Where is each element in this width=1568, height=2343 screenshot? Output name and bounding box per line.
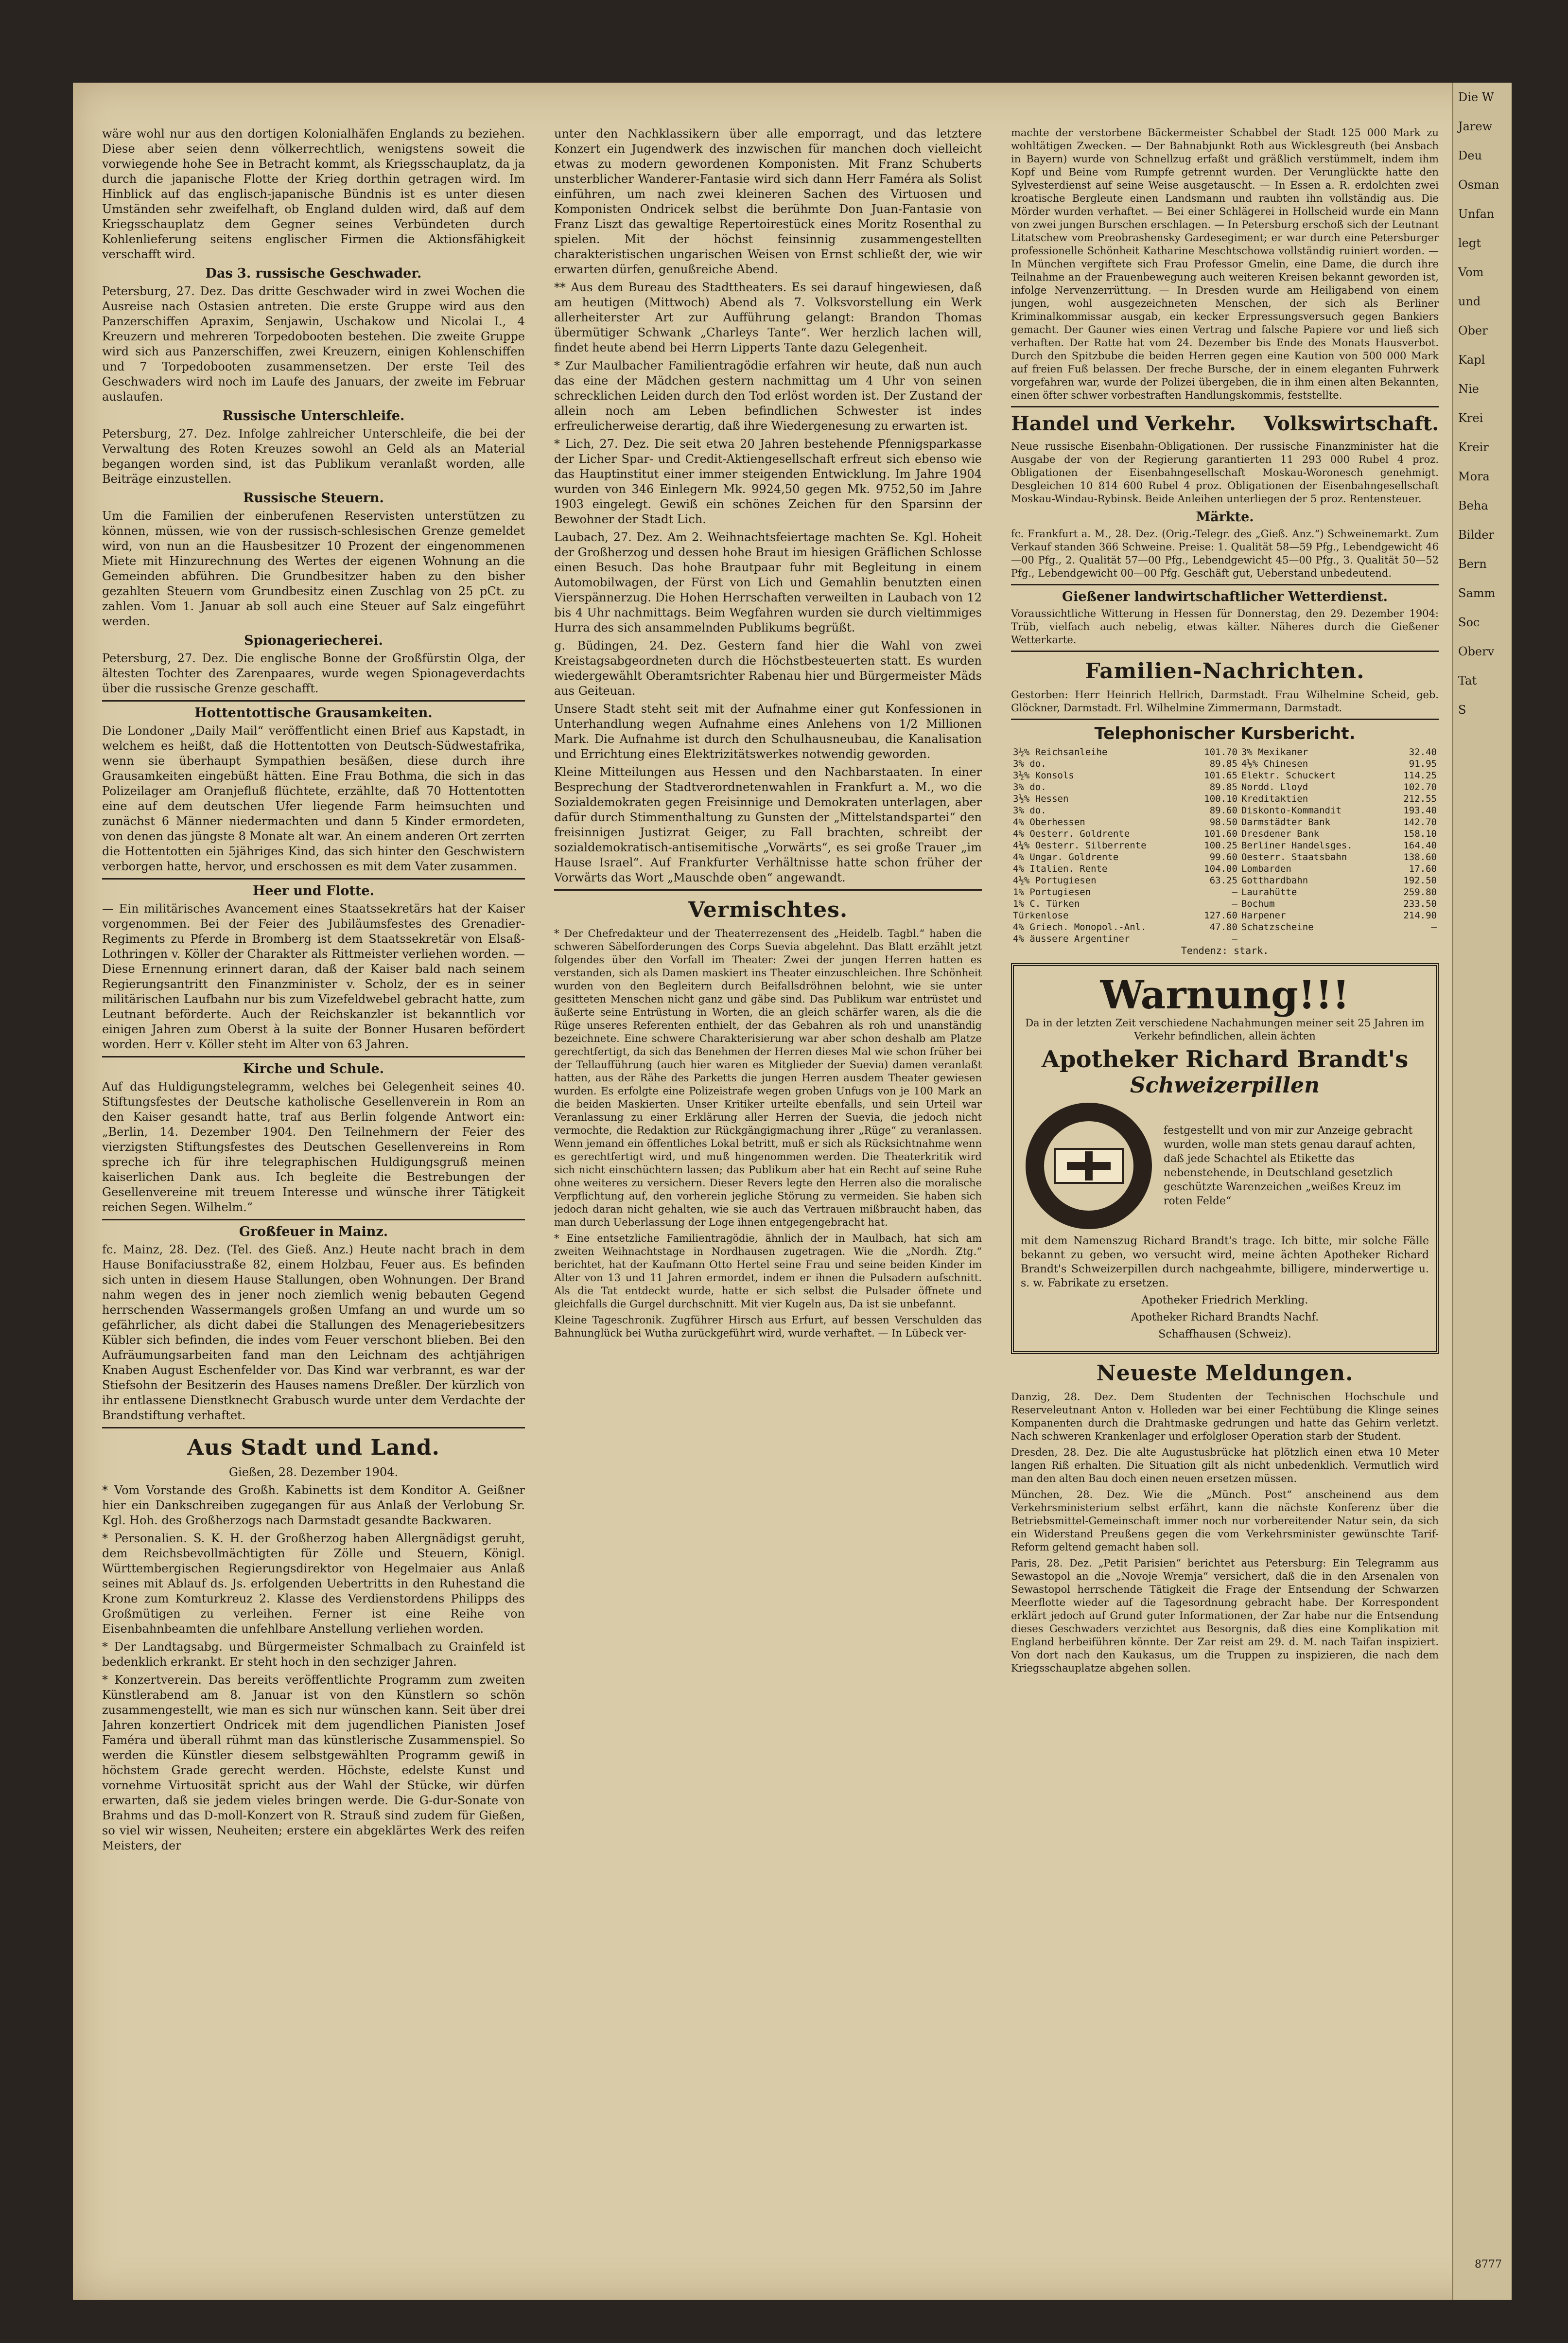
article-text: * Lich, 27. Dez. Die seit etwa 20 Jahren bestehende Pfennigsparkasse der Licher Spar- und Credit-Aktiengesellschaft erfreut sich ebenso wie das Hauptinstitut einer immer steigenden Entwicklung. Im Jahre 1904 wurden von 346 Einlegern Mk. 9924,50 gegen Mk. 9752,50 im Jahre 1903 eingelegt. Gewiß ein schönes Zeichen für den Sparsinn der Bewohner der Stadt Lich. — [554, 437, 982, 526]
edge-fragment: Mora — [1458, 470, 1490, 483]
article-text: machte der verstorbene Bäckermeister Schabbel der Stadt 125 000 Mark zu wohltätigen Zwecken. — Der Bahnabjunkt Roth aus Wicklesgreuth (bei Ansbach in Bayern) wurde von Schnellzug erfaßt und gräßlich verstümmelt, indem ihm Kopf und Beine vom Rumpfe getrennt wurden. Der Verunglückte hatte den Sylvesterdienst auf seine Weise ausgetauscht. — In Essen a. R. erdolchten zwei kroatische Bergleute einen Landsmann und raubten ihn vollständig aus. Die Mörder wurden verhaftet. — Bei einer Schlägerei in Hollscheid wurde ein Mann von zwei jungen Burschen erschlagen. — In Petersburg erschoß sich der Leutnant Litatschew vom Preobrashensky Gardesegiment; er war durch eine Petersburger professionelle Schönheit Katharine Meschtschowa vollständig ruiniert worden. — In München vergiftete sich Frau Professor Gmelin, eine Dame, die durch ihre Teilnahme an der Frauenbewegung auch weiteren Kreisen bekannt geworden ist, infolge Nervenzerrüttung. — In Dresden wurde am Heiligabend von einem jungen, wohl ausgezeichneten Menschen, der sich als Berliner Kriminalkommissar ausgab, ein kecker Erpressungsversuch gegen Bankiers gemacht. Der Gauner wies einen Vertrag und falsche Papiere vor und ließ sich verhaften. Der Ratte hat vom 24. Dezember bis Ende des Monats Hausverbot. Durch den Spitzbube die beiden Herren gegen eine Kaution von 500 000 Mark auf freien Fuß belassen. Der freche Bursche, der in einem eleganten Fuhrwerk vorgefahren war, wurde der Polizei übergeben, die in ihm einen alten Bekannten, einen öfter schwer vorbestraften Handlungskommis, feststellte. — [1011, 127, 1439, 401]
section-heading: Volkswirtschaft. — [1263, 412, 1439, 435]
ad-product: Schweizerpillen — [1130, 1073, 1320, 1098]
article-text: Petersburg, 27. Dez. Infolge zahlreicher Unterschleife, die bei der Verwaltung des Roten Kreuzes sowohl an Geld als an Material begangen worden sind, ist das Publikum veranlaßt worden, alle Beiträge einzustellen. — [102, 427, 525, 486]
article-heading: Spionageriecherei. — [244, 633, 383, 648]
stock-value — [1390, 933, 1439, 945]
article-text: München, 28. Dez. Wie die „Münch. Post“ anscheinend aus dem Verkehrsministerium selbst erfährt, kann die nächste Konferenz über die Betriebsmittel-Gemeinschaft immer noch nur vorbereitender Natur sein, da sich ein Widerstand Preußens gegen die vom Verkehrsminister gewünschte Tarif-Reform geltend gemacht haben soll. — [1011, 1489, 1439, 1553]
stock-value: 100.25 — [1204, 840, 1237, 851]
ad-text: mit dem Namenszug Richard Brandt's trage. Ich bitte, mir solche Fälle bekannt zu geben, wo versucht wird, meine ächten Apotheker Richard Brandt's Schweizerpillen durch nachgeahmte, billigere, minderwertige u. s. w. Fabrikate zu ersetzen. — [1021, 1235, 1429, 1289]
article-text: Danzig, 28. Dez. Dem Studenten der Technischen Hochschule und Reserveleutnant Anton v. Holleden war bei einer Fechtübung die Klinge seines Kompanenten durch die Drahtmaske gedrungen und hatte das Gehirn verletzt. Nach schweren Krankenlager und erfolgloser Operation starb der Student. — [1011, 1391, 1439, 1442]
stock-value: 164.40 — [1403, 840, 1437, 851]
stock-value: 142.70 — [1403, 817, 1437, 828]
article-heading: Märkte. — [1196, 510, 1254, 525]
stock-value: 193.40 — [1403, 805, 1437, 816]
section-heading: Neueste Meldungen. — [1096, 1361, 1354, 1386]
ad-body-row — [1021, 1098, 1429, 1234]
article-text: * Konzertverein. Das bereits veröffentlichte Programm zum zweiten Künstlerabend am 8. Januar ist von den Künstlern so schön zusammengestellt, wie man es sich nur wünschen kann. Seit über drei Jahren konzertiert Ondricek mit dem jugendlichen Pianisten Josef Faméra und überall rühmt man das künstlerische Zusammenspiel. So werden die Künstler diesem selbstgewählten Programm gewiß in höchstem Grade gerecht werden. Höchste, edelste Kunst und vornehme Virtuosität spricht aus der Wahl der Stücke, wir dürfen erwarten, daß sie jedem vieles bringen werde. Die G-dur-Sonate von Brahms und das D-moll-Konzert von R. Strauß sind zudem für Gießen, so viel wir wissen, Neuheiten; erstere ein abgeklärtes Werk des reifen Meisters, der — [102, 1673, 525, 1852]
section-heading-row — [1011, 412, 1439, 435]
article-text: — Ein militärisches Avancement eines Staatssekretärs hat der Kaiser vorgenommen. Bei der Feier des Jubiläumsfestes des Grenadier-Regiments zu Pferde in Bromberg ist dem Staatssekretär von Elsaß-Lothringen v. Köller der Charakter als Rittmeister verliehen worden. — Diese Ernennung erinnert daran, daß der Kaiser bald nach seinem Regierungsantritt den Finanzminister v. Scholz, der es in seiner militärischen Laufbahn nur bis zum Vizefeldwebel gebracht hatte, zum Leutnant beförderte. Auch der Reichskanzler ist bekanntlich vor einigen Jahren zum Oberst à la suite der Bonner Husaren befördert worden. Herr v. Köller steht im Alter von 63 Jahren. — [102, 902, 525, 1051]
stock-value: 214.90 — [1403, 910, 1437, 921]
stock-name: 4% Griech. Monopol.-Anl. — [1013, 922, 1147, 933]
divider — [102, 1427, 525, 1428]
stock-name: Oesterr. Staatsbahn — [1241, 852, 1347, 863]
article-text: Kleine Tageschronik. Zugführer Hirsch aus Erfurt, auf bessen Verschulden das Bahnunglück bei Wutha zurückgeführt wird, wurde verhaftet. — In Lübeck ver- — [554, 1314, 982, 1339]
edge-fragment: und — [1458, 295, 1481, 308]
stock-value: 127.60 — [1204, 910, 1237, 921]
article-text: Paris, 28. Dez. „Petit Parisien“ berichtet aus Petersburg: Ein Telegramm aus Sewastopol an die „Novoje Wremja“ versichert, daß die in den Arsenalen von Sewastopol herrschende Tätigkeit die Frage der Entsendung der Schwarzen Meerflotte wieder auf die Tagesordnung gebracht habe. Der Korrespondent erklärt jedoch auf Grund guter Informationen, der Zar habe nur die Entsendung dieses Geschwaders verzichtet aus Besorgnis, daß dies eine Komplikation mit England herbeiführen könnte. Der Zar reist am 29. d. M. nach Taifan inspiziert. Von dort nach den Kaukasus, um die Truppen zu inspizieren, die nach dem Kriegsschauplatze abgehen sollen. — [1011, 1557, 1439, 1674]
stock-value: 89.60 — [1209, 805, 1237, 816]
stock-value: — — [1232, 887, 1237, 898]
edge-fragment: Bern — [1458, 557, 1487, 571]
stock-name: 1% C. Türken — [1013, 898, 1080, 909]
article-text: Dresden, 28. Dez. Die alte Augustusbrücke hat plötzlich einen etwa 10 Meter langen Riß erhalten. Die Situation gilt als nicht unbedenklich. Vermutlich wird man den alten Bau doch einen neuen ersetzen müssen. — [1011, 1446, 1439, 1484]
stock-value: 158.10 — [1403, 828, 1437, 839]
article-heading: Russische Unterschleife. — [222, 408, 405, 423]
stock-name: Bochum — [1241, 898, 1275, 909]
stock-name: 4¼% Oesterr. Silberrente — [1013, 840, 1147, 851]
stock-name: 4% Italien. Rente — [1013, 863, 1108, 874]
stock-name: Laurahütte — [1241, 887, 1297, 898]
stock-name: Berliner Handelsges. — [1241, 840, 1353, 851]
article-text: Neue russische Eisenbahn-Obligationen. Der russische Finanzminister hat die Ausgabe der von der Regierung garantierten 11 293 000 Rubel 4 proz. Obligationen der Eisenbahngesellschaft Moskau-Woronesch genehmigt. Desgleichen 10 814 600 Rubel 4 proz. Obligationen der Eisenbahngesellschaft Moskau-Windau-Rybinsk. Beide Anleihen unterliegen der 5 proz. Rentensteuer. — [1011, 440, 1439, 505]
stock-row — [1011, 828, 1439, 840]
article-text: wäre wohl nur aus den dortigen Kolonialhäfen Englands zu beziehen. Diese aber seien denn völkerrechtlich, wenigstens soweit die vorwiegende hohe See in Betracht kommt, als Kriegsschauplatz, da ja durch die japanische Flotte der Krieg dorthin getragen wird. Im Hinblick auf das englisch-japanische Bündnis ist es unter diesen Umständen sehr zweifelhaft, ob England dulden wird, daß auf dem Kriegsschauplatz dem Gegner seines Verbündeten durch Kohlenlieferung seitens englischer Firmen die Aktionsfähigkeit verschafft wird. — [102, 127, 525, 261]
edge-fragment: Die W — [1458, 90, 1494, 104]
article-text: unter den Nachklassikern über alle emporragt, und das letztere Konzert ein Jugendwerk des inzwischen für manchen doch vielleicht etwas zu modern gewordenen Komponisten. Mit Franz Schuberts unsterblicher Wanderer-Fantasie wird sich dann Herr Faméra als Solist einführen, um nach zwei kleineren Sachen des Virtuosen und Komponisten Ondricek selbst die berühmte Don Juan-Fantasie von Franz Liszt das gewaltige Repertoirestück eines Moritz Rosenthal zu spielen. Mit der höchst feinsinnig zusammengestellten charakteristischen ungarischen Weisen von Ernst schließt der, wie wir erwarten dürfen, genußreiche Abend. — [554, 127, 982, 276]
divider — [102, 1219, 525, 1220]
stock-name: Darmstädter Bank — [1241, 817, 1330, 828]
stock-value: 89.85 — [1209, 758, 1237, 769]
stock-table — [1011, 746, 1439, 945]
stock-row — [1011, 933, 1439, 945]
divider — [554, 889, 982, 891]
edge-fragment: Bilder — [1458, 528, 1495, 542]
article-heading: Heer und Flotte. — [253, 883, 374, 898]
article-heading: Das 3. russische Geschwader. — [205, 266, 422, 281]
edge-fragment: Oberv — [1458, 645, 1495, 658]
article-text: Auf das Huldigungstelegramm, welches bei Gelegenheit seines 40. Stiftungsfestes der Deutsche katholische Gesellenverein in Rom an den Kaiser gesandt hatte, traf aus Berlin folgende Antwort ein: „Berlin, 14. Dezember 1904. Den Teilnehmern der Feier des vierzigsten Stiftungsfestes des Deutschen Gesellenvereins in Rom spreche ich für ihre telegraphischen Huldigungsgruß meinen kaiserlichen Dank aus. Ich begleite die Bestrebungen der Gesellenvereine mit treuem Interesse und wünsche ihrer Tätigkeit reichen Segen. Wilhelm.“ — [102, 1080, 525, 1214]
stock-row — [1011, 781, 1439, 793]
article-text: fc. Frankfurt a. M., 28. Dez. (Orig.-Telegr. des „Gieß. Anz.“) Schweinemarkt. Zum Verkauf standen 366 Schweine. Preise: 1. Qualität 58—59 Pfg., Lebendgewicht 46—00 Pfg., 2. Qualität 57—00 Pfg., Lebendgewicht 45—00 Pfg., 3. Qualität 50—52 Pfg., Lebendgewicht 00—00 Pfg. Geschäft gut, Ueberstand unbedeutend. — [1011, 528, 1439, 579]
stock-value: 233.50 — [1403, 898, 1437, 909]
stock-row — [1011, 851, 1439, 863]
stock-name: 3½% Konsols — [1013, 770, 1074, 781]
stock-row — [1011, 898, 1439, 910]
article-text: ** Aus dem Bureau des Stadttheaters. Es sei darauf hingewiesen, daß am heutigen (Mittwoch) Abend als 7. Volksvorstellung ein Werk allerheiterster Art zur Aufführung gelangt: Brandon Thomas übermütiger Schwank „Charleys Tante“. Wer herzlich lachen will, findet heute abend bei Herrn Lipperts Tante dazu Gelegenheit. — [554, 281, 982, 354]
article-text: Gestorben: Herr Heinrich Hellrich, Darmstadt. Frau Wilhelmine Scheid, geb. Glöckner, Darmstadt. Frl. Wilhelmine Zimmermann, Darmstadt. — [1011, 689, 1439, 714]
column-1 — [102, 126, 525, 1856]
section-heading: Familien-Nachrichten. — [1085, 659, 1365, 684]
stock-row — [1011, 816, 1439, 828]
article-text: Unsere Stadt steht seit mit der Aufnahme einer gut Konfessionen in Unterhandlung wegen Aufnahme eines Anlehens von 1/2 Millionen Mark. Die Aufnahme ist durch den Schulhausneubau, die Kanalisation und Errichtung eines Elektrizitätswerkes notwendig geworden. — [554, 702, 982, 761]
divider — [1011, 406, 1439, 407]
stock-row — [1011, 793, 1439, 805]
divider — [1011, 584, 1439, 585]
stock-name: 3% Mexikaner — [1241, 747, 1308, 758]
adjacent-page-edge — [1452, 83, 1512, 2300]
stock-name: 4% Oesterr. Goldrente — [1013, 828, 1130, 839]
article-text: Um die Familien der einberufenen Reservisten unterstützen zu können, müssen, wie von der russisch-schlesischen Grenze gemeldet wird, von nun an die Hausbesitzer 10 Prozent der eingenommenen Miete mit Hinzurechnung des Wertes der eigenen Wohnung an die Gemeinden abführen. Die Grundbesitzer haben zu den bisher gezahlten Steuern vom Grundbesitz einen Zuschlag von 25 pCt. zu zahlen. Vom 1. Januar ab soll auch eine Steuer auf Salz eingeführt werden. — [102, 509, 525, 628]
article-text: * Der Chefredakteur und der Theaterrezensent des „Heidelb. Tagbl.“ haben die schweren Säbelforderungen des Corps Suevia abgelehnt. Das Blatt erzählt jetzt folgendes über den Vorfall im Theater: Zwei der jungen Herren hatten es verstanden, sich als Damen maskiert ins Theater einzuschleichen. Ihre Schönheit wurden von den Begleitern durch Beifallsdröhnen belohnt, wie sie unter gesitteten Menschen nicht ganz und gäbe sind. Das Publikum war entrüstet und äußerte seine Entrüstung in Worten, die an gleich schärfer waren, als die die Rüge unseres Referenten enthielt, der das Gebahren als roh und unanständig bezeichnete. Eine schwere Charakterisierung war aber schon deshalb am Platze gerechtfertigt, da sich das Benehmen der Herren dieses Mal wie schon früher bei der Tellaufführung (auch hier waren es Mitglieder der Suevia) damen veranlaßt hatten, aus der Rähe des Parketts die jungen Herren ausdem Theater gewiesen wurden. Es erfolgte eine Polizeistrafe wegen groben Unfugs von je 100 Mark an die beiden Maskierten. Unser Kritiker urteilte ebenfalls, und sein Urteil war Veranlassung zu einer Erklärung aller Herren der Suevia, die jedoch nicht vermochte, die Redaktion zur Rückgängigmachung ihrer „Rüge“ zu veranlassen. Wenn jemand ein öffentliches Lokal betritt, muß er sich als Rücksichtnahme wenn es gerechtfertigt wird, und muß hingenommen werden. Die Theaterkritik wird sich nicht einschüchtern lassen; das Publikum aber hat ein Recht auf seine Ruhe ohne weiteres zu versichern. Dieser Revers legte den Herren also die moralische Verpflichtung auf, den vorherein jegliche Störung zu vermeiden. Sie haben sich jedoch daran nicht gehalten, wie sie auch das Vertrauen mißbraucht haben, das man durch Ueberlassung der Loge ihnen entgegengebracht hat. — [554, 928, 982, 1228]
edge-fragment: Osman — [1458, 178, 1499, 192]
edge-fragment: legt — [1458, 236, 1481, 250]
stock-row — [1011, 910, 1439, 921]
stock-value: — — [1431, 922, 1437, 933]
stock-row — [1011, 875, 1439, 886]
edge-fragment: Unfan — [1458, 207, 1495, 221]
stock-value: 104.00 — [1204, 863, 1237, 874]
ad-signature: Apotheker Friedrich Merkling. — [1141, 1294, 1308, 1306]
article-heading: Russische Steuern. — [243, 491, 384, 506]
stock-name: Gotthardbahn — [1241, 875, 1308, 886]
stock-name: 4% Oberhessen — [1013, 817, 1085, 828]
article-text: g. Büdingen, 24. Dez. Gestern fand hier die Wahl von zwei Kreistagsabgeordneten durch die Höchstbesteuerten statt. Es wurden wiedergewählt Oberamtsrichter Rabenau hier und Bürgermeister Mäds aus Geiteuan. — [554, 639, 982, 698]
stock-value: 192.50 — [1403, 875, 1437, 886]
stock-name: Kreditaktien — [1241, 793, 1308, 804]
article-heading: Kirche und Schule. — [243, 1061, 384, 1076]
stock-value: 100.10 — [1204, 793, 1237, 804]
page-number: 8777 — [1475, 2258, 1502, 2271]
stock-name: Nordd. Lloyd — [1241, 782, 1308, 793]
article-text: * Vom Vorstande des Großh. Kabinetts ist dem Konditor A. Geißner hier ein Dankschreiben zugegangen für aus Anlaß der Verlobung Sr. Kgl. Hoh. des Großherzogs nach Darmstadt gesandte Backwaren. — [102, 1483, 525, 1527]
stock-value: 101.60 — [1204, 828, 1237, 839]
divider — [1011, 651, 1439, 652]
divider — [102, 1056, 525, 1057]
edge-fragment: S — [1458, 703, 1466, 717]
ad-intro: Da in der letzten Zeit verschiedene Nachahmungen meiner seit 25 Jahren im Verkehr befindlichen, allein ächten — [1025, 1017, 1425, 1042]
stock-row — [1011, 758, 1439, 770]
stock-name: 4% Ungar. Goldrente — [1013, 852, 1119, 863]
stock-value: 89.85 — [1209, 782, 1237, 793]
column-3 — [1011, 126, 1439, 1678]
stock-name: 3½% Hessen — [1013, 793, 1069, 804]
stock-row — [1011, 805, 1439, 816]
stock-name: 3% do. — [1013, 805, 1046, 816]
dateline: Gießen, 28. Dezember 1904. — [228, 1465, 399, 1479]
article-heading: Hottentottische Grausamkeiten. — [194, 705, 433, 721]
stock-name: Harpener — [1241, 910, 1286, 921]
stock-name: 3% do. — [1013, 782, 1046, 793]
article-text: * Personalien. S. K. H. der Großherzog haben Allergnädigst geruht, dem Reichsbevollmächtigten für Zölle und Steuern, Königl. Württembergischen Regierungsdirektor von Hegelmaier aus Anlaß seines mit Ablauf ds. Js. erfolgenden Uebertritts in den Ruhestand die Krone zum Komturkreuz 2. Klasse des Verdienstordens Philipps des Großmütigen zu verleihen. Ferner ist eine Reihe von Eisenbahnbeamten die unfehlbare Anstellung verliehen worden. — [102, 1532, 525, 1636]
stock-row — [1011, 886, 1439, 898]
edge-fragment: Beha — [1458, 499, 1488, 512]
divider — [1011, 719, 1439, 720]
article-text: Laubach, 27. Dez. Am 2. Weihnachtsfeiertage machten Se. Kgl. Hoheit der Großherzog und dessen hohe Braut im hiesigen Gräflichen Schlosse einen Besuch. Das hohe Brautpaar fuhr mit Begleitung in einem Automobilwagen, der Fürst von Lich und Gemahlin benutzten einen Vierspännerzug. Die Hohen Herrschaften verweilten in Laubach von 12 bis 4 Uhr nachmittags. Beim Wegfahren wurden sie durch vieltimmiges Hurra des sich ansammelnden Publikums begrüßt. — [554, 530, 982, 634]
stock-value: 63.25 — [1209, 875, 1237, 886]
newspaper-page — [73, 83, 1512, 2300]
article-text: * Eine entsetzliche Familientragödie, ähnlich der in Maulbach, hat sich am zweiten Weihnachtstage in Nordhausen zugetragen. Wie die „Nordh. Ztg.“ berichtet, hat der Kaufmann Otto Hertel seine Frau und seine beiden Kinder im Alter von 13 und 11 Jahren ermordet, indem er ihnen die Pulsadern aufschnitt. Als die Tat entdeckt wurde, hatte er sich selbst die Pulsader öffnete und gleichfalls die Gurgel durchschnitt. Mit vier Kugeln aus, Da ist sie unbefannt. — [554, 1233, 982, 1310]
ad-title: Warnung!!! — [1100, 972, 1350, 1018]
article-text: Kleine Mitteilungen aus Hessen und den Nachbarstaaten. In einer Besprechung der Stadtverordnetenwahlen in Frankfurt a. M., wo die Sozialdemokraten gegen Freisinnige und Demokraten unterlagen, aber dafür durch Stimmenthaltung zu Gunsten der „Mittelstandspartei“ den freisinnigen Justizrat Geiger, zu Fall brachten, schreibt der sozialdemokratisch-antisemitische „Vorwärts“, es sei große Trauer „im Hause Israel“. Auf Frankfurter Verhältnisse hatte schon früher der Vorwärts das Wort „Mauschde oben“ angewandt. — [554, 765, 982, 884]
divider — [102, 700, 525, 702]
stock-value: 47.80 — [1209, 922, 1237, 933]
stock-value: 212.55 — [1403, 793, 1437, 804]
stock-value: 138.60 — [1403, 852, 1437, 863]
stock-name: Diskonto-Kommandit — [1241, 805, 1342, 816]
stock-name: 1% Portugiesen — [1013, 887, 1091, 898]
stock-value: 99.60 — [1209, 852, 1237, 863]
stock-value: 32.40 — [1409, 747, 1437, 758]
edge-fragment: Ober — [1458, 324, 1488, 337]
stock-row — [1011, 770, 1439, 781]
ad-signature: Apotheker Richard Brandts Nachf. — [1131, 1311, 1319, 1323]
stock-report-title: Telephonischer Kursbericht. — [1094, 724, 1356, 743]
ad-brand: Apotheker Richard Brandt's — [1041, 1046, 1409, 1073]
stock-name: Lombarden — [1241, 863, 1291, 874]
edge-fragment: Jarew — [1458, 120, 1493, 133]
article-text: Voraussichtliche Witterung in Hessen für Donnerstag, den 29. Dezember 1904: Trüb, vielfach auch nebelig, etwas kälter. Näheres durch die Gießener Wetterkarte. — [1011, 608, 1439, 646]
ad-signature: Schaffhausen (Schweiz). — [1158, 1328, 1291, 1340]
section-heading: Handel und Verkehr. — [1011, 412, 1236, 435]
edge-fragment: Kreir — [1458, 440, 1489, 454]
column-2 — [554, 126, 982, 1343]
stock-row — [1011, 863, 1439, 875]
stock-value: 102.70 — [1403, 782, 1437, 793]
edge-fragment: Samm — [1458, 586, 1496, 600]
seal-icon — [1021, 1098, 1157, 1234]
divider — [102, 878, 525, 880]
edge-fragment: Deu — [1458, 149, 1482, 162]
article-heading: Gießener landwirtschaftlicher Wetterdienst. — [1062, 589, 1388, 604]
stock-name — [1239, 933, 1390, 945]
stock-value: 101.65 — [1204, 770, 1237, 781]
stock-name: Türkenlose — [1013, 910, 1069, 921]
stock-name: 4½% Chinesen — [1241, 758, 1308, 769]
stock-row — [1011, 921, 1439, 933]
edge-fragment: Krei — [1458, 411, 1483, 425]
stock-value: 17.60 — [1409, 863, 1437, 874]
stock-name: Elektr. Schuckert — [1241, 770, 1336, 781]
article-text: Die Londoner „Daily Mail“ veröffentlicht einen Brief aus Kapstadt, in welchem es heißt, daß die Hottentotten von Deutsch-Südwestafrika, wenn sie überhaupt Sympathien besäßen, diese durch ihre Grausamkeiten eingebüßt hätten. Eine Frau Bothma, die sich in das Polizeilager am Oranjefluß flüchtete, erzählte, daß 70 Hottentotten eine auf dem deutschen Ufer liegende Farm heimsuchten und zunächst 6 Männer niedermachten und dann 5 Kinder ermordeten, von denen das jüngste 8 Monate alt war. An einem anderen Ort zerrten die Hottentotten ein 5jähriges Kind, das sich hinter den Geschwistern verborgen hatte, hervor, und erschossen es mit dem Vater zusammen. — [102, 724, 525, 873]
stock-value: 114.25 — [1403, 770, 1437, 781]
article-text: Petersburg, 27. Dez. Das dritte Geschwader wird in zwei Wochen die Ausreise nach Ostasien antreten. Die erste Gruppe wird aus den Panzerschiffen Apraxim, Senjawin, Uschakow und Nicolai I., 4 Kreuzern und mehreren Torpedobooten bestehen. Die zweite Gruppe wird sich aus Panzerschiffen, zwei Kreuzern, einigen Kohlenschiffen und 7 Torpedobooten zusammensetzen. Der erste Teil des Geschwaders wird noch im Laufe des Januars, der zweite im Februar auslaufen. — [102, 284, 525, 404]
stock-name: Dresdener Bank — [1241, 828, 1320, 839]
stock-name: Schatzscheine — [1241, 922, 1314, 933]
article-text: fc. Mainz, 28. Dez. (Tel. des Gieß. Anz.) Heute nacht brach in dem Hause Bonifaciusstraße 82, einem Holzbau, Feuer aus. Es befinden sich unten in diesem Hause Stallungen, oben Wohnungen. Der Brand nahm wegen des in jener noch ziemlich wenig bebauten Gegend herrschenden Wassermangels großen Umfang an und wurde um so gefährlicher, als dicht dabei die Stallungen des Menageriebesitzers Kübler sich befinden, die indes vom Feuer verschont blieben. Bei den Aufräumungsarbeiten fand man den Leichnam des achtjährigen Knaben August Eschenfelder vor. Das Kind war verbrannt, es war der Stiefsohn der Besitzerin des Hauses namens Dreßler. Der kürzlich von ihr entlassene Dienstknecht Grabusch wurde unter dem Verdachte der Brandstiftung verhaftet. — [102, 1243, 525, 1422]
edge-fragment: Kapl — [1458, 353, 1485, 367]
stock-name: 4% äussere Argentiner — [1013, 934, 1130, 944]
stock-value: 101.70 — [1204, 747, 1237, 758]
stock-value: 98.50 — [1209, 817, 1237, 828]
stock-value: — — [1232, 934, 1237, 944]
stock-name: 3½% Reichsanleihe — [1013, 747, 1108, 758]
edge-fragment: Vom — [1458, 265, 1484, 279]
stock-row — [1011, 746, 1439, 758]
stock-name: 3% do. — [1013, 758, 1046, 769]
edge-fragment: Tat — [1458, 674, 1477, 687]
edge-fragment: Nie — [1458, 382, 1479, 396]
article-text: Petersburg, 27. Dez. Die englische Bonne der Großfürstin Olga, der ältesten Tochter des Zarenpaares, wurde wegen Spionageverdachts über die russische Grenze geschafft. — [102, 652, 525, 695]
article-text: * Der Landtagsabg. und Bürgermeister Schmalbach zu Grainfeld ist bedenklich erkrankt. Er steht hoch in den sechziger Jahren. — [102, 1640, 525, 1669]
stock-row — [1011, 840, 1439, 851]
section-heading: Vermischtes. — [688, 898, 848, 922]
advertisement — [1011, 963, 1439, 1354]
stock-name: 4½% Portugiesen — [1013, 875, 1097, 886]
article-heading: Großfeuer in Mainz. — [239, 1224, 388, 1239]
ad-text: festgestellt und von mir zur Anzeige gebracht wurden, wolle man stets genau darauf achten, daß jede Schachtel als Etikette das nebenstehende, in Deutschland gesetzlich geschützte Warenzeichen „weißes Kreuz im roten Felde“ — [1164, 1125, 1416, 1207]
stock-value: — — [1232, 898, 1237, 909]
section-heading: Aus Stadt und Land. — [187, 1435, 440, 1460]
edge-fragment: Soc — [1458, 616, 1480, 629]
stock-tendency: Tendenz: stark. — [1181, 945, 1269, 956]
stock-value: 259.80 — [1403, 887, 1437, 898]
stock-value: 91.95 — [1409, 758, 1437, 769]
article-text: * Zur Maulbacher Familientragödie erfahren wir heute, daß nun auch das eine der Mädchen gestern nachmittag um 4 Uhr von seinen schrecklichen Leiden durch den Tod erlöst worden ist. Der Zustand der allein noch am Leben befindlichen Schwester ist indes erfreulicherweise derartig, daß ihre Wiedergenesung zu erwarten ist. — [554, 359, 982, 433]
